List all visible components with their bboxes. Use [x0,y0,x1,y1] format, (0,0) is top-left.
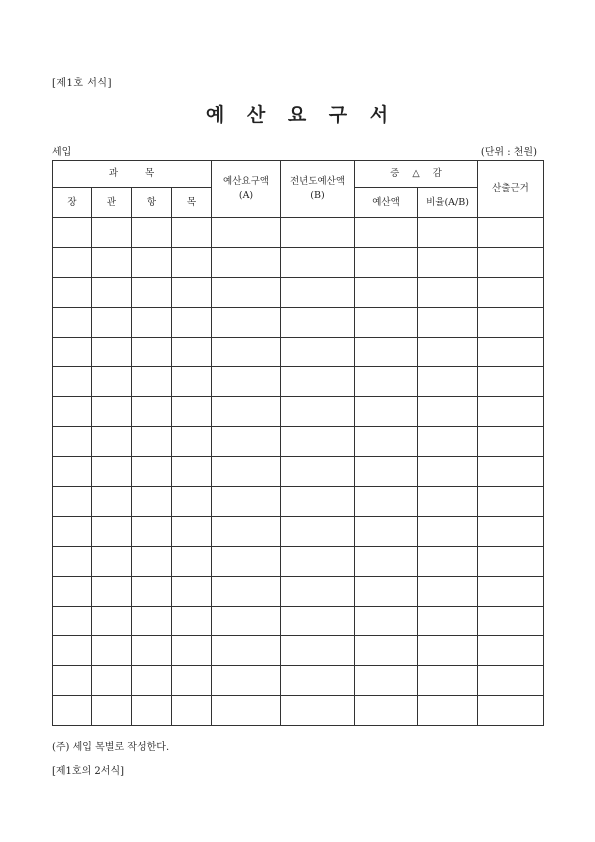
table-cell [418,516,478,546]
table-cell [92,218,132,248]
header-section: 관 [92,188,132,218]
header-basis: 산출근거 [478,161,544,218]
table-cell [132,487,172,517]
table-cell [355,247,418,277]
header-subitem: 목 [172,188,212,218]
table-cell [212,247,281,277]
table-cell [92,636,132,666]
header-requested-amount-label: 예산요구액 [223,176,269,187]
header-change-amount: 예산액 [355,188,418,218]
table-cell [92,546,132,576]
table-cell [281,277,355,307]
table-cell [212,516,281,546]
table-cell [53,487,92,517]
table-cell [132,576,172,606]
table-cell [418,457,478,487]
table-cell [281,576,355,606]
table-row [53,218,544,248]
table-cell [53,576,92,606]
table-cell [92,337,132,367]
table-cell [53,277,92,307]
table-cell [212,457,281,487]
header-requested-amount-code: (A) [238,190,254,201]
table-cell [212,337,281,367]
table-cell [92,487,132,517]
table-cell [92,367,132,397]
table-cell [172,247,212,277]
table-cell [172,696,212,726]
table-cell [478,397,544,427]
table-cell [92,457,132,487]
table-cell [53,666,92,696]
table-cell [478,457,544,487]
table-cell [172,457,212,487]
table-cell [418,606,478,636]
table-cell [478,277,544,307]
next-form-number: [제1호의 2서식] [52,766,125,777]
table-row [53,636,544,666]
table-cell [212,606,281,636]
table-cell [418,367,478,397]
table-cell [355,606,418,636]
table-cell [478,546,544,576]
table-row [53,367,544,397]
table-cell [53,337,92,367]
table-row [53,337,544,367]
table-cell [418,666,478,696]
table-row [53,696,544,726]
table-cell [212,636,281,666]
table-cell [92,307,132,337]
table-cell [355,457,418,487]
table-cell [92,576,132,606]
table-cell [53,457,92,487]
table-cell [478,247,544,277]
table-cell [355,516,418,546]
header-classification: 과 목 [53,161,212,188]
table-cell [281,516,355,546]
table-cell [478,427,544,457]
table-cell [172,546,212,576]
table-cell [281,307,355,337]
table-cell [212,277,281,307]
table-cell [132,546,172,576]
table-cell [418,576,478,606]
table-cell [355,367,418,397]
table-cell [132,277,172,307]
table-cell [478,337,544,367]
table-row [53,277,544,307]
table-cell [418,397,478,427]
table-row [53,516,544,546]
table-cell [478,218,544,248]
table-cell [172,606,212,636]
table-cell [132,218,172,248]
table-cell [53,218,92,248]
table-cell [132,606,172,636]
header-previous-budget-label: 전년도예산액 [289,176,346,187]
table-cell [53,696,92,726]
table-cell [418,307,478,337]
table-cell [92,606,132,636]
table-cell [355,307,418,337]
table-cell [53,397,92,427]
table-cell [281,218,355,248]
table-cell [92,696,132,726]
table-cell [53,427,92,457]
table-cell [132,367,172,397]
table-cell [132,457,172,487]
table-cell [92,666,132,696]
table-cell [172,307,212,337]
table-cell [355,696,418,726]
table-cell [132,247,172,277]
table-cell [172,516,212,546]
table-cell [281,247,355,277]
table-cell [53,307,92,337]
table-cell [92,277,132,307]
table-cell [418,337,478,367]
table-cell [355,576,418,606]
header-change-ratio: 비율(A/B) [418,188,478,218]
table-cell [212,307,281,337]
table-cell [478,576,544,606]
table-cell [418,277,478,307]
table-cell [355,337,418,367]
table-cell [132,666,172,696]
table-cell [53,367,92,397]
table-cell [92,397,132,427]
header-requested-amount [212,161,281,218]
table-cell [355,666,418,696]
header-previous-budget-code: (B) [310,190,325,201]
table-cell [418,487,478,517]
table-cell [172,277,212,307]
table-cell [172,397,212,427]
table-cell [281,606,355,636]
revenue-label: 세입 [52,147,72,158]
table-cell [281,636,355,666]
table-cell [355,636,418,666]
table-row [53,576,544,606]
table-cell [418,546,478,576]
table-row [53,546,544,576]
table-cell [478,307,544,337]
table-cell [212,218,281,248]
table-cell [281,666,355,696]
table-cell [418,636,478,666]
table-cell [172,427,212,457]
table-cell [53,247,92,277]
table-cell [355,218,418,248]
form-number: [제1호 서식] [52,78,112,89]
table-cell [92,427,132,457]
table-row [53,487,544,517]
table-cell [212,576,281,606]
table-row [53,606,544,636]
table-cell [172,576,212,606]
table-row [53,397,544,427]
table-cell [132,307,172,337]
table-cell [172,367,212,397]
table-cell [132,427,172,457]
table-cell [281,696,355,726]
table-cell [92,516,132,546]
table-cell [212,367,281,397]
table-cell [281,397,355,427]
table-cell [418,247,478,277]
table-cell [212,487,281,517]
table-cell [281,427,355,457]
table-cell [53,606,92,636]
table-cell [418,696,478,726]
table-cell [212,546,281,576]
table-cell [478,516,544,546]
table-cell [132,636,172,666]
table-cell [478,367,544,397]
table-cell [132,397,172,427]
table-cell [281,337,355,367]
table-cell [53,636,92,666]
table-cell [355,427,418,457]
table-row [53,307,544,337]
header-previous-budget [281,161,355,218]
table-cell [355,546,418,576]
table-cell [132,337,172,367]
header-item: 항 [132,188,172,218]
footnote: (주) 세입 목별로 작성한다. [52,742,170,753]
table-cell [53,516,92,546]
table-cell [281,367,355,397]
table-cell [418,218,478,248]
table-cell [478,636,544,666]
table-cell [53,546,92,576]
table-cell [132,696,172,726]
table-cell [172,337,212,367]
table-cell [172,218,212,248]
table-cell [172,636,212,666]
table-cell [355,277,418,307]
table-cell [478,696,544,726]
table-cell [132,516,172,546]
table-cell [212,666,281,696]
table-cell [478,666,544,696]
table-cell [212,696,281,726]
header-change: 증 △ 감 [355,161,478,188]
table-cell [355,487,418,517]
unit-label: (단위 : 천원) [480,147,537,158]
table-cell [281,546,355,576]
table-cell [281,457,355,487]
table-cell [418,427,478,457]
table-row [53,666,544,696]
table-cell [355,397,418,427]
page-title: 예 산 요 구 서 [205,104,390,126]
table-row [53,247,544,277]
table-cell [281,487,355,517]
table-cell [172,666,212,696]
table-cell [212,427,281,457]
table-cell [212,397,281,427]
header-chapter: 장 [53,188,92,218]
table-cell [92,247,132,277]
table-cell [172,487,212,517]
budget-request-table [52,160,544,726]
table-row [53,457,544,487]
table-row [53,427,544,457]
table-cell [478,606,544,636]
table-cell [478,487,544,517]
